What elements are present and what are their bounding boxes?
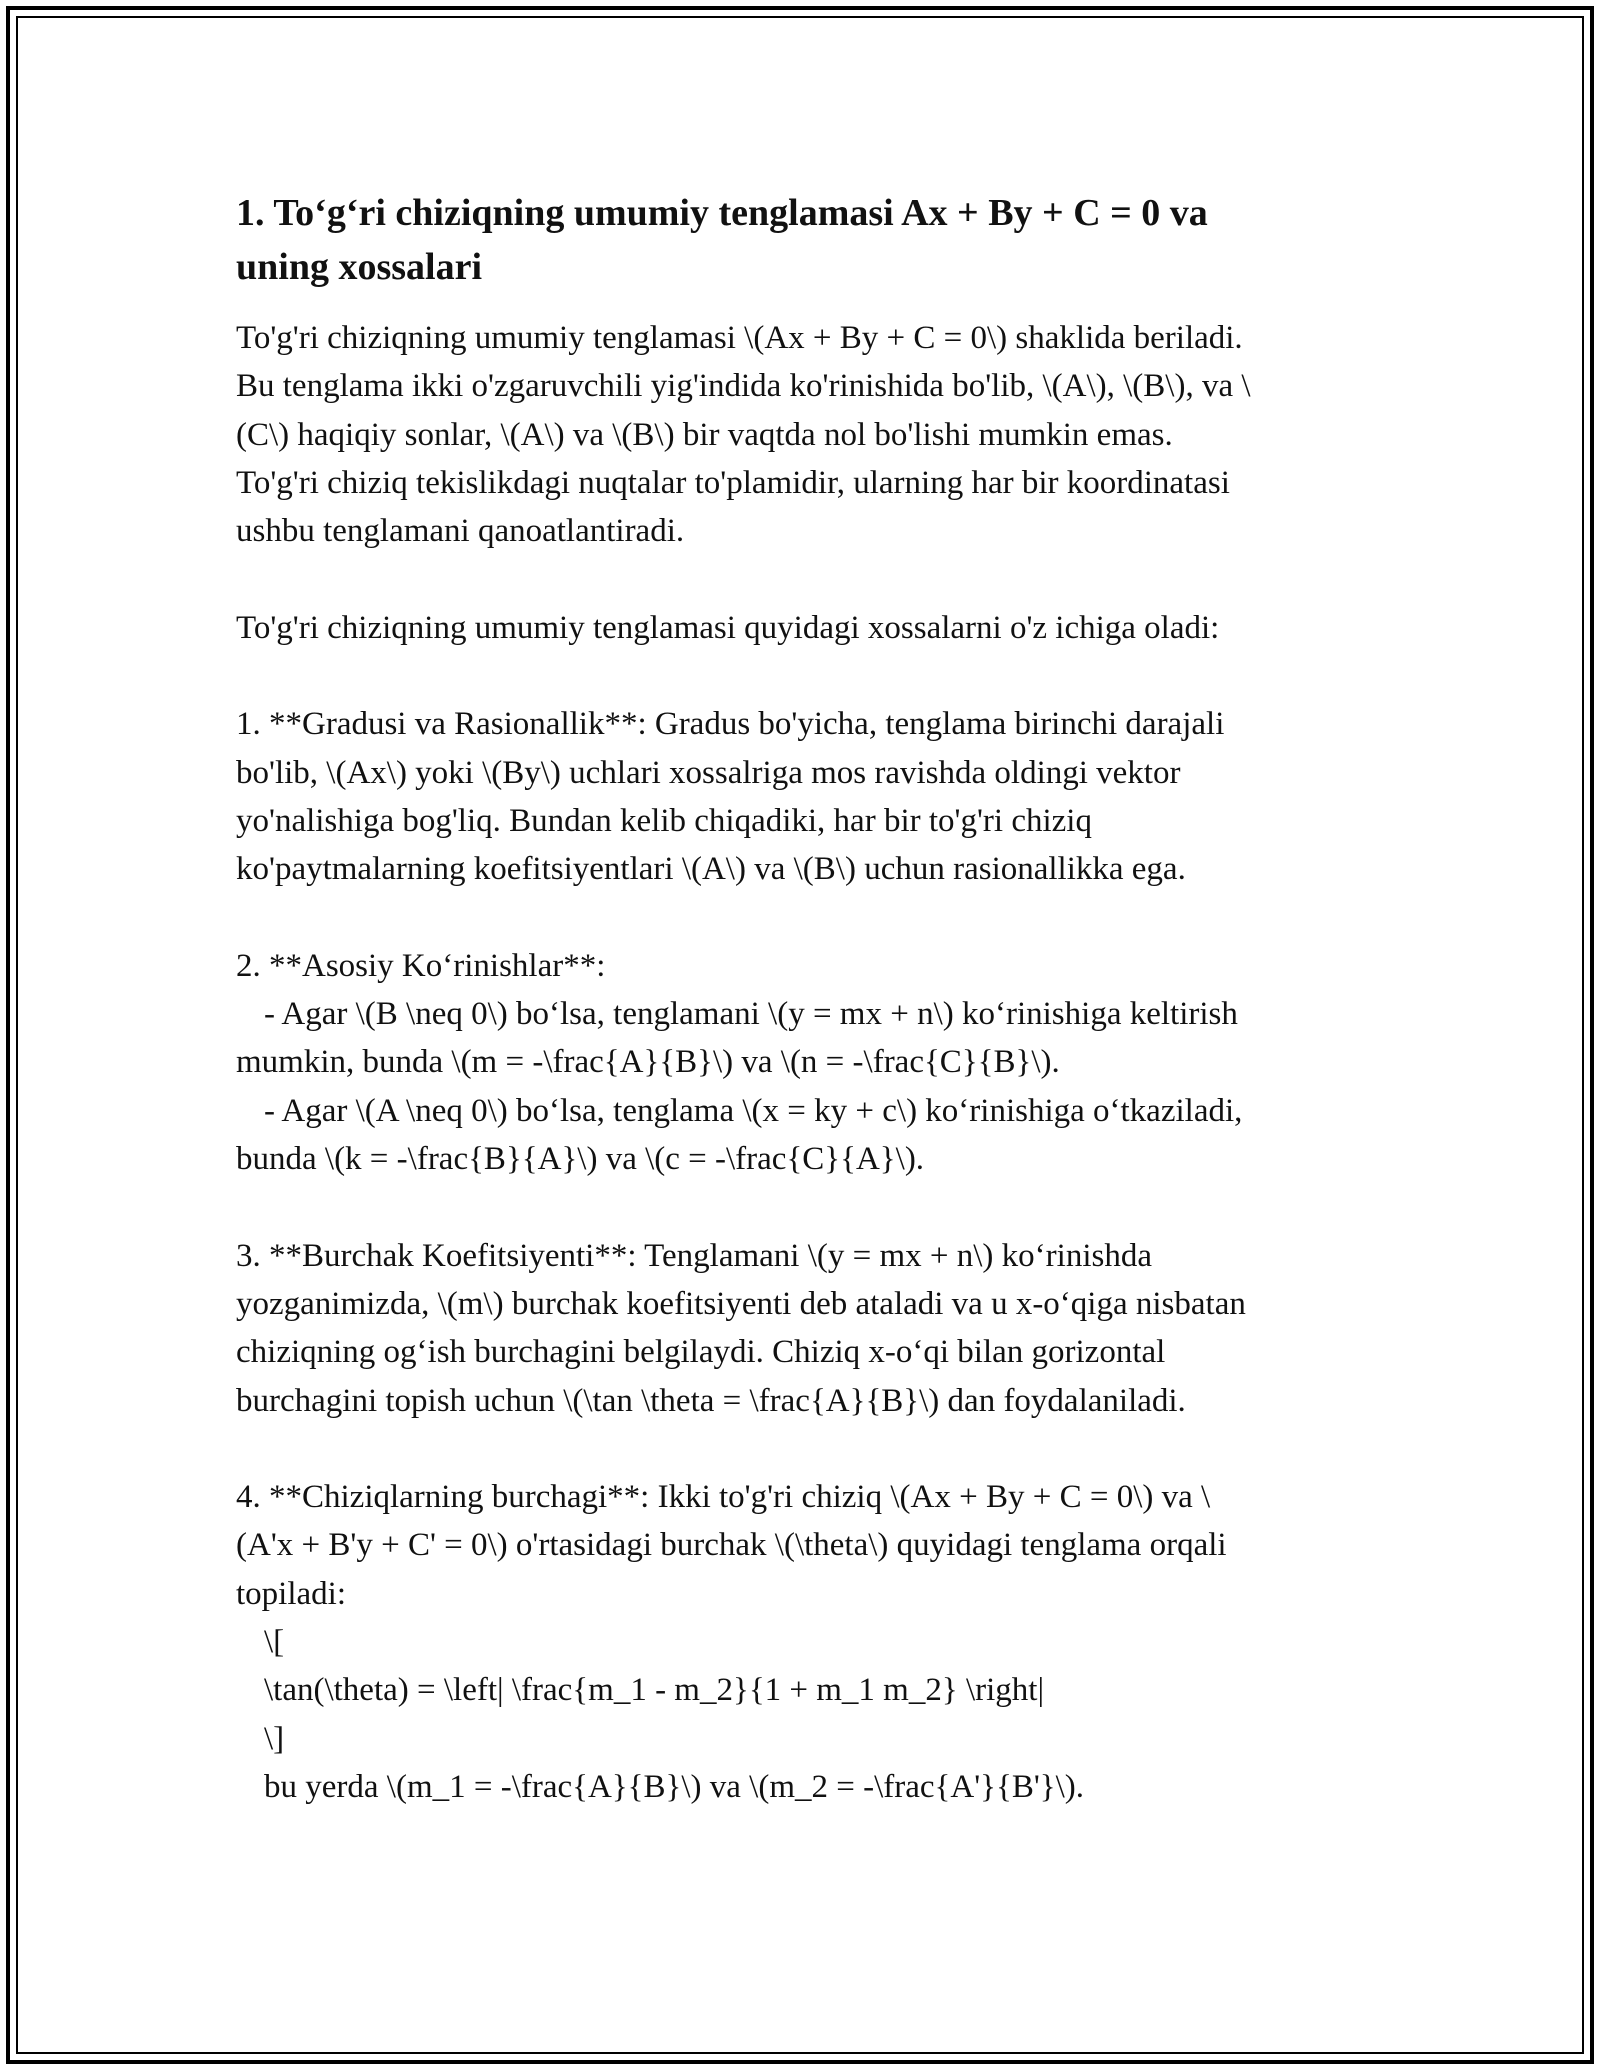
document-body (236, 186, 1376, 1860)
text-line: ko'paytmalarning koefitsiyentlari \(A\) va \(B\) uchun rasionallikka ega. (236, 851, 1186, 888)
text-line: yo'nalishiga bog'liq. Bundan kelib chiqadiki, har bir to'g'ri chiziq (236, 802, 1092, 839)
paragraph (236, 604, 1376, 652)
text-line: To'g'ri chiziqning umumiy tenglamasi \(Ax + By + C = 0\) shaklida beriladi. (236, 320, 1243, 356)
text-line: To'g'ri chiziqning umumiy tenglamasi quyidagi xossalarni o'z ichiga oladi: (236, 609, 1220, 646)
text-line: 1. **Gradusi va Rasionallik**: Gradus bo'yicha, tenglama birinchi darajali (236, 706, 1225, 743)
paragraph (236, 942, 1376, 1183)
paragraphs-container (236, 314, 1376, 1811)
text-line: burchagini topish uchun \(\tan \theta = \frac{A}{B}\) dan foydalaniladi. (236, 1382, 1186, 1419)
text-line: To'g'ri chiziq tekislikdagi nuqtalar to'plamidir, ularning har bir koordinatasi (236, 464, 1230, 501)
text-line: bo'lib, \(Ax\) yoki \(By\) uchlari xossalriga mos ravishda oldingi vektor (236, 754, 1181, 791)
text-line: bunda \(k = -\frac{B}{A}\) va \(c = -\frac{C}{A}\). (236, 1141, 925, 1178)
text-line: - Agar \(B \neq 0\) bo‘lsa, tenglamani \(y = mx + n\) ko‘rinishiga keltirish (264, 996, 1238, 1033)
paragraph (236, 314, 1376, 555)
paragraph (236, 1232, 1376, 1425)
text-line: bu yerda \(m_1 = -\frac{A}{B}\) va \(m_2 = -\frac{A'}{B'}\). (264, 1768, 1085, 1805)
text-line: \[ (264, 1624, 285, 1661)
paragraph (236, 700, 1376, 893)
text-line: chiziqning og‘ish burchagini belgilaydi. Chiziq x-o‘qi bilan gorizontal (236, 1334, 1166, 1371)
text-line: \tan(\theta) = \left| \frac{m_1 - m_2}{1 + m_1 m_2} \right| (264, 1672, 1045, 1709)
text-line: 4. **Chiziqlarning burchagi**: Ikki to'g'ri chiziq \(Ax + By + C = 0\) va \ (236, 1479, 1211, 1516)
text-line: 3. **Burchak Koefitsiyenti**: Tenglamani \(y = mx + n\) ko‘rinishda (236, 1237, 1152, 1274)
title-line: uning xossalari (236, 246, 483, 288)
paragraph (236, 1473, 1376, 1811)
text-line: yozganimizda, \(m\) burchak koefitsiyenti deb ataladi va u x-o‘qiga nisbatan (236, 1285, 1246, 1322)
text-line: ushbu tenglamani qanoatlantiradi. (236, 513, 685, 550)
text-line: mumkin, bunda \(m = -\frac{A}{B}\) va \(n = -\frac{C}{B}\). (236, 1044, 1060, 1081)
text-line: \] (264, 1720, 285, 1757)
document-title (236, 186, 1376, 294)
text-line: Bu tenglama ikki o'zgaruvchili yig'indida ko'rinishida bo'lib, \(A\), \(B\), va \ (236, 368, 1251, 405)
title-line: 1. To‘g‘ri chiziqning umumiy tenglamasi Ax + By + C = 0 va (236, 192, 1208, 234)
text-line: - Agar \(A \neq 0\) bo‘lsa, tenglama \(x = ky + c\) ko‘rinishiga o‘tkaziladi, (264, 1092, 1243, 1129)
text-line: 2. **Asosiy Ko‘rinishlar**: (236, 947, 606, 984)
text-line: (A'x + B'y + C' = 0\) o'rtasidagi burchak \(\theta\) quyidagi tenglama orqali (236, 1527, 1227, 1564)
text-line: topiladi: (236, 1575, 346, 1612)
text-line: (C\) haqiqiy sonlar, \(A\) va \(B\) bir vaqtda nol bo'lishi mumkin emas. (236, 416, 1173, 453)
